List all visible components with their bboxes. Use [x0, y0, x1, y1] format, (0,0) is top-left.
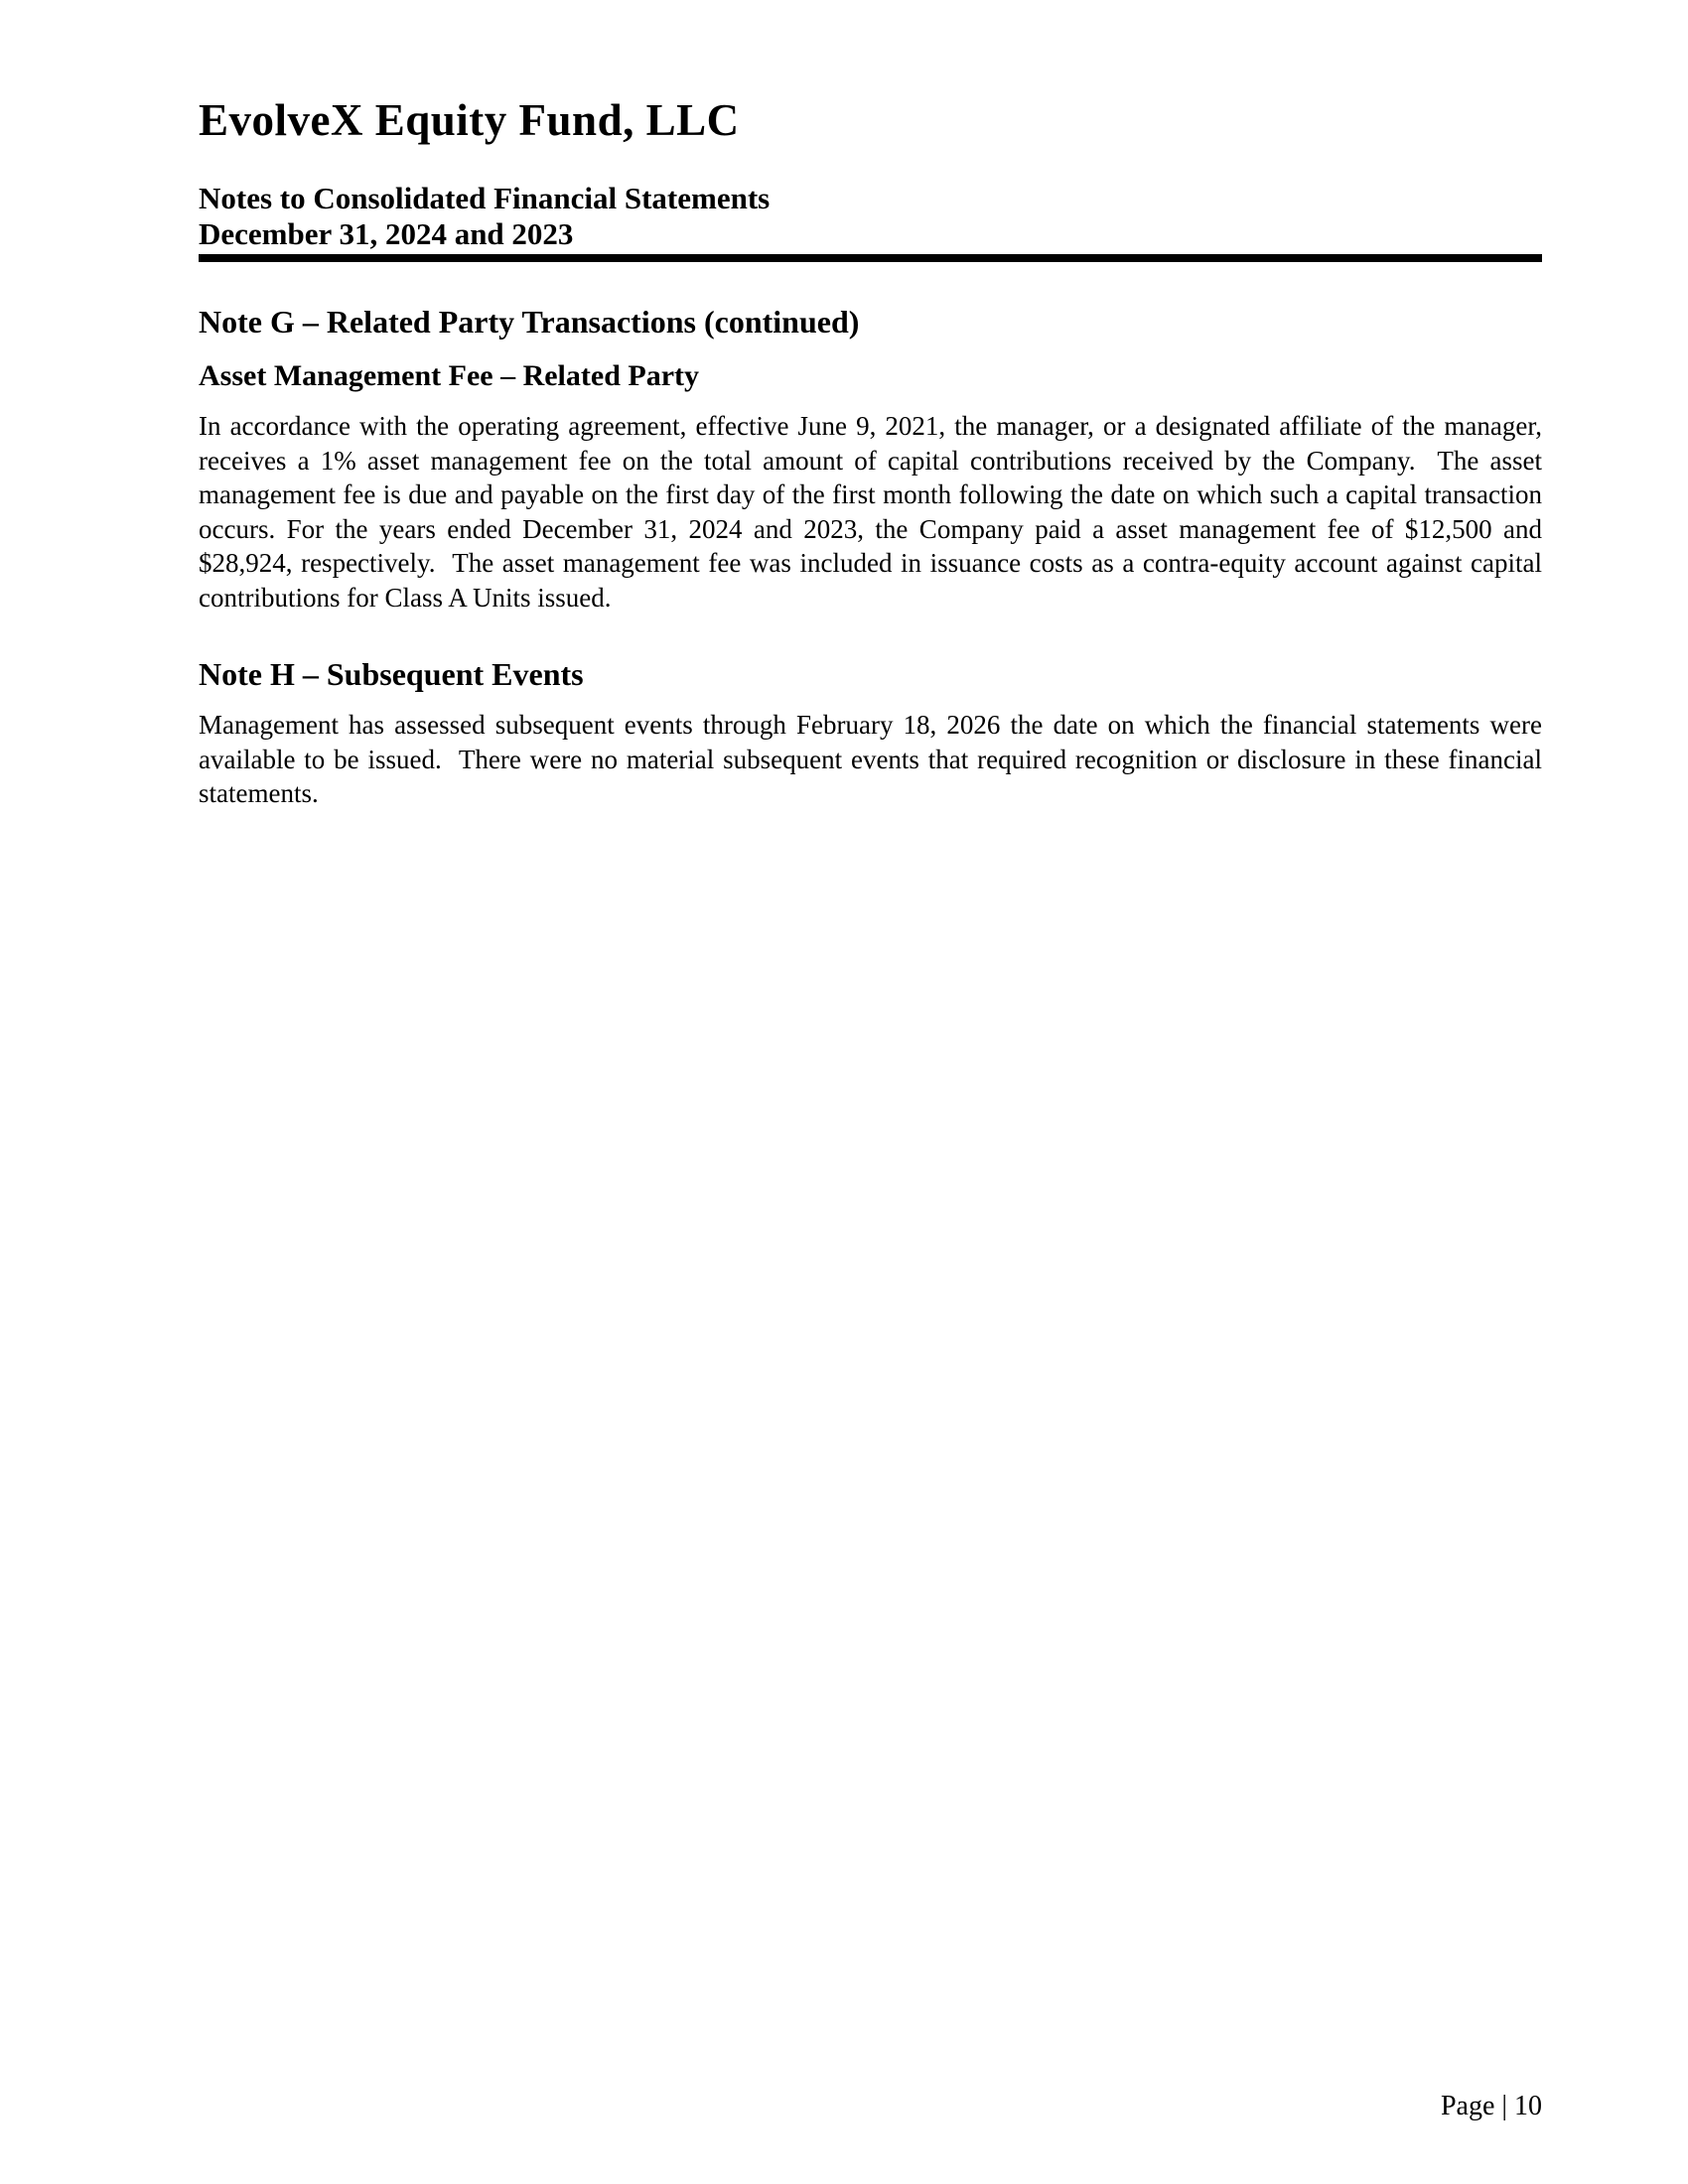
- document-title: Notes to Consolidated Financial Statements: [199, 181, 771, 215]
- page-number-footer: Page | 10: [1440, 2091, 1542, 2121]
- note-g-heading: Note G – Related Party Transactions (continued): [199, 304, 860, 340]
- note-g-section: [199, 302, 1549, 614]
- note-h-section: [199, 654, 1549, 811]
- note-h-paragraph: Management has assessed subsequent events through February 18, 2026 the date on which the financial statements were available to be issued. There were no material subsequent events that required recognition or disclosure in these financial statements.: [199, 710, 1549, 808]
- note-h-heading: Note H – Subsequent Events: [199, 656, 584, 692]
- note-g-subheading: Asset Management Fee – Related Party: [199, 359, 700, 392]
- note-g-paragraph: In accordance with the operating agreement, effective June 9, 2021, the manager, or a designated affiliate of the manager, receives a 1% asset management fee on the total amount of capital contributions received by the Company. The asset management fee is due and payable on the first day of the first month following the date on which such a capital transaction occurs. For the years ended December 31, 2024 and 2023, the Company paid a asset management fee of $12,500 and $28,924, respectively. The asset management fee was included in issuance costs as a contra-equity account against capital contributions for Class A Units issued.: [199, 411, 1549, 613]
- company-name-title: EvolveX Equity Fund, LLC: [199, 95, 740, 145]
- document-date-line: December 31, 2024 and 2023: [199, 216, 574, 251]
- header-divider-rule: [199, 254, 1542, 262]
- document-header: [199, 181, 1542, 252]
